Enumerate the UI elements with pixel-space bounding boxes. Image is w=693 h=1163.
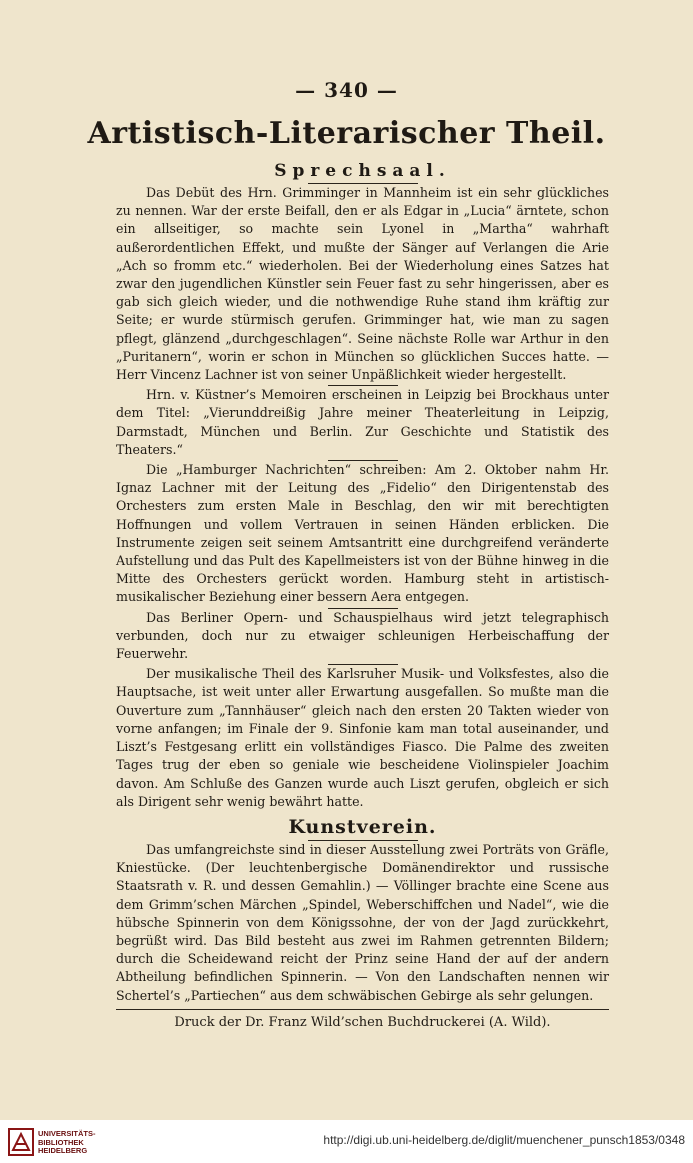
imprint-divider — [116, 1009, 609, 1010]
section-heading-sprechsaal: Sprechsaal. — [274, 161, 451, 181]
printer-imprint: Druck der Dr. Franz Wild’schen Buchdruckerei (A. Wild). — [174, 1014, 551, 1030]
section-heading-kunstverein: Kunstverein. — [288, 815, 437, 838]
paragraph: Das Debüt des Hrn. Grimminger in Mannheim ist ein sehr glückliches zu nennen. War der erste Beifall, den er als Edgar in „Lucia“ ärntete, schon ein allseitiger, so machte sein Lyonel in „Martha“ wahrhaft außerordentlichen Effekt, und mußte der Sänger auf Verlangen die Arie „Ach so fromm etc.“ wiederholen. Bei der Wiederholung eines Satzes hat zwar den jugendlichen Künstler sein Feuer fast zu sehr hingerissen, aber es gab sich gleich wieder, und die nothwendige Ruhe stand ihm kräftig zur Seite; er wurde stürmisch gerufen. Grimminger hat, wie man zu sagen pflegt, glänzend „durchgeschlagen“. Seine nächste Rolle war Arthur in den „Puritanern“, worin er schon in München so glücklichen Succes hatte. — Herr Vincenz Lachner ist von seiner Unpäßlichkeit wieder hergestellt. — [116, 185, 609, 383]
paragraph: Der musikalische Theil des Karlsruher Musik- und Volksfestes, also die Hauptsache, ist weit unter aller Erwartung ausgefallen. So mußte man die Ouverture zum „Tannhäuser“ gleich nach den ersten 20 Takten wieder von vorne anfangen; im Finale der 9. Sinfonie kam man total auseinander, und Liszt’s Festgesang erlitt ein vollständiges Fiasco. Die Palme des zweiten Tages trug der eben so geniale wie bescheidene Violinspieler Joachim davon. Am Schluße des Ganzen wurde auch Liszt gerufen, obgleich er sich als Dirigent sehr wenig bewährt hatte. — [116, 666, 609, 809]
source-url-link[interactable]: http://digi.ub.uni-heidelberg.de/diglit/muenchener_punsch1853/0348 — [323, 1133, 685, 1147]
paragraph: Das umfangreichste sind in dieser Ausstellung zwei Porträts von Gräfle, Kniestücke. (Der leuchtenbergische Domänendirektor und russische Staatsrath v. R. und dessen Gemahlin.) — Völlinger brachte eine Scene aus dem Grimm’schen Märchen „Spindel, Weberschiffchen und Nadel“, wie die hübsche Spinnerin von dem Königssohne, der von der Jagd zurückkehrt, begrüßt wird. Das Bild besteht aus zwei im Rahmen getrennten Bildern; durch die Scheidewand reicht der Prinz seine Hand der auf der andern Abtheilung befindlichen Spinnerin. — Von den Landschaften nennen wir Schertel’s „Partiechen“ aus dem schwäbischen Gebirge als sehr gelungen. — [116, 841, 609, 1003]
page-number: — 340 — — [295, 78, 398, 102]
page-body — [116, 160, 609, 1032]
page-title: Artistisch-Literarischer Theil. — [87, 116, 606, 151]
library-logo[interactable] — [8, 1126, 96, 1158]
library-name: UNIVERSITÄTS- BIBLIOTHEK HEIDELBERG — [38, 1129, 96, 1155]
library-seal-icon — [8, 1128, 34, 1156]
paragraph: Das Berliner Opern- und Schauspielhaus wird jetzt telegraphisch verbunden, doch nur zu etwaiger schleunigen Herbeischaffung der Feuerwehr. — [116, 609, 609, 662]
viewer-footer — [0, 1120, 693, 1163]
paragraph: Hrn. v. Küstner’s Memoiren erscheinen in Leipzig bei Brockhaus unter dem Titel: „Vierunddreißig Jahre meiner Theaterleitung in Leipzig, Darmstadt, München und Berlin. Zur Geschichte und Statistik des Theaters.“ — [116, 387, 609, 457]
paragraph: Die „Hamburger Nachrichten“ schreiben: Am 2. Oktober nahm Hr. Ignaz Lachner mit der Leitung des „Fidelio“ den Dirigentenstab des Orchesters zum ersten Male in Beschlag, den wir mit berechtigten Hoffnungen und vollem Vertrauen in seinen Händen erblicken. Die Instrumente zeigen seit seinem Amtsantritt eine durchgreifend veränderte Aufstellung und das Pult des Kapellmeisters ist von der Bühne hinweg in die Mitte des Orchesters gerückt worden. Hamburg steht in artistisch-musikalischer Beziehung einer bessern Aera entgegen. — [116, 462, 609, 605]
